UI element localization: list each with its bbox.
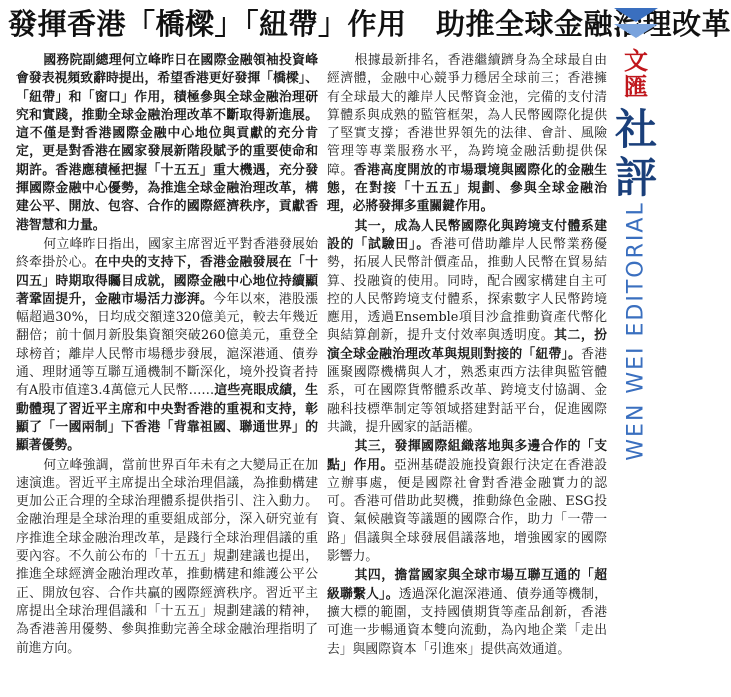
chevron-down-icon [614, 24, 658, 38]
article-column-left [16, 52, 318, 692]
paragraph-4-segment-2: 香港高度開放的市場環境與國際化的金融生態，在對接「十五五」規劃、參與全球金融治理，必將發揮多重關鍵作用。 [327, 162, 608, 215]
vertical-label-text: WEN WEI EDITORIAL [623, 201, 649, 461]
paragraph-5-segment-3: 其二，扮演全球金融治理改革與規則對接的「紐帶」。 [327, 328, 608, 362]
section-title-char-2: 評 [614, 153, 657, 202]
paragraph-5-segment-2: 香港可借助離岸人民幣業務優勢，拓展人民幣計價產品，推動人民幣在貿易結算、投融資的使用。同時，配合國家構建自主可控的人民幣跨境支付體系，探索數字人民幣跨境應用，透過Ensemble項目沙盒推動資產代幣化與結算創新，提升支付效率與透明度。 [327, 236, 607, 344]
brand-logo [613, 48, 659, 100]
double-chevron-down-icon [614, 8, 658, 22]
paragraph-2-segment-1: 何立峰昨日指出，國家主席習近平對香港發展始終牽掛於心。 [16, 236, 319, 271]
paragraph-3-segment-1: 何立峰強調，當前世界百年未有之大變局正在加速演進。習近平主席提出全球治理倡議，為推動構建更加公正合理的全球治理體系提供指引、注入動力。金融治理是全球治理的重要組成部分，深入研究並有序推進全球金融治理改革，是踐行全球治理倡議的重要內容。不久前公布的「十五五」規劃建議也提出，推進全球經濟金融治理改革，推動構建和維護公平公正、開放包容、合作共贏的國際經濟秩序。習近平主席提出全球治理倡議和「十五五」規劃建議的精神，為香港善用優勢、參與推動完善全球金融治理指明了前進方向。 [16, 457, 319, 656]
paragraph-6-segment-1: 其三，發揮國際組織落地與多邊合作的「支點」作用。 [327, 439, 608, 473]
paragraph-1-segment-1: 國務院副總理何立峰昨日在國際金融領袖投資峰會發表視頻致辭時提出，希望香港更好發揮「橋樑」、「紐帶」和「窗口」作用，積極參與全球金融治理研究和實踐，推動全球金融治理改革不斷取得新進展。這不僅是對香港國際金融中心地位與貢獻的充分肯定，更是對香港在國家發展新階段賦予的重要使命和期許。香港應積極把握「十五五」重大機遇，充分發揮國際金融中心優勢，為推進全球金融治理改革，構建公平、開放、包容、合作的國際經濟秩序，貢獻香港智慧和力量。 [16, 53, 319, 233]
section-title-char-1: 社 [614, 105, 657, 154]
editorial-sidebar [613, 8, 659, 568]
headline: 發揮香港「橋樑」「紐帶」作用 助推全球金融治理改革 [8, 7, 731, 41]
article-paragraph-7 [327, 567, 607, 658]
article-paragraph-4 [327, 52, 607, 217]
paragraph-2-segment-3: 今年以來，港股漲幅超過30%，日均成交額達320億美元，較去年幾近翻倍；前十個月新股集資額突破260億美元，重登全球榜首；離岸人民幣市場穩步發展，滬深港通、債券通、理財通等互聯互通機制不斷深化，境外投資者持有A股市值達3.4萬億元人民幣…… [16, 291, 319, 399]
article-paragraph-6 [327, 438, 607, 566]
brand-logo-char-1: 文 [624, 46, 648, 75]
paragraph-7-segment-1: 其四，擔當國家與全球市場互聯互通的「超級聯繫人」。 [327, 568, 608, 602]
paragraph-7-segment-2: 透過深化滬深港通、債券通等機制，擴大標的範圍，支持國債期貨等產品創新，香港可進一步暢通資本雙向流動，為內地企業「走出去」與國際資本「引進來」提供高效通道。 [327, 586, 608, 657]
section-title [613, 106, 659, 202]
vertical-label [613, 201, 659, 461]
paragraph-5-segment-4: 香港匯聚國際機構與人才，熟悉東西方法律與監管體系，可在國際貨幣體系改革、跨境支付協調、金融科技標準制定等領域搭建對話平台，促進國際共識，提升國家的話語權。 [327, 346, 607, 435]
paragraph-5-segment-1: 其一，成為人民幣國際化與跨境支付體系建設的「試驗田」。 [327, 218, 608, 252]
paragraph-6-segment-2: 亞洲基礎設施投資銀行決定在香港設立辦事處，便是國際社會對香港金融實力的認可。香港可借助此契機，推動綠色金融、ESG投資、氣候融資等議題的國際合作，助力「一帶一路」倡議與全球發展倡議落地，增強國家的國際影響力。 [327, 457, 608, 565]
article-paragraph-2 [16, 236, 318, 456]
article-paragraph-3 [16, 457, 318, 658]
brand-logo-char-2: 匯 [624, 72, 648, 101]
paragraph-4-segment-1: 根據最新排名，香港繼續躋身為全球最自由經濟體，金融中心競爭力穩居全球前三；香港擁有全球最大的離岸人民幣資金池，完備的支付清算體系與成熟的監管框架，為人民幣國際化提供了堅實支撐；香港世界領先的法律、會計、風險管理等專業服務水平，為跨境金融活動提供保障。 [327, 53, 608, 178]
paragraph-2-segment-2: 在中央的支持下，香港金融發展在「十四五」時期取得矚目成就，國際金融中心地位持續顯著鞏固提升，金融市場活力澎湃。 [16, 255, 319, 307]
article-paragraph-1 [16, 52, 318, 235]
article-paragraph-5 [327, 218, 607, 438]
article-column-right [327, 52, 607, 692]
paragraph-2-segment-4: 這些亮眼成績，生動體現了習近平主席和中央對香港的重視和支持，彰顯了「一國兩制」下香港「背靠祖國、聯通世界」的顯著優勢。 [16, 383, 319, 454]
